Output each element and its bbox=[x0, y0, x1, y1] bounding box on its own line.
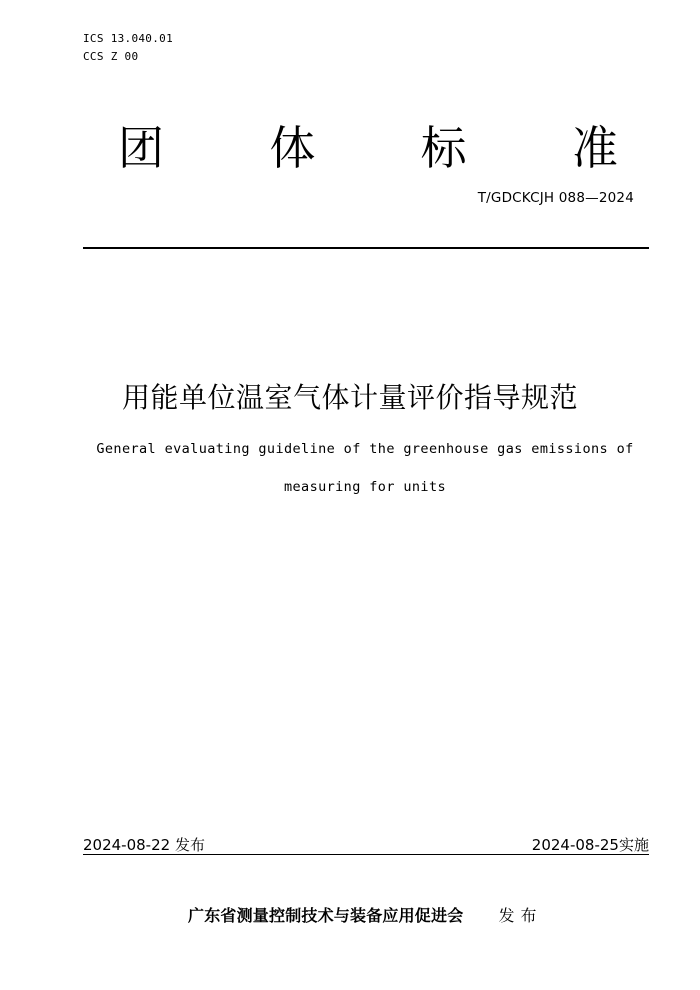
ics-code: ICS 13.040.01 bbox=[83, 32, 173, 45]
bottom-divider bbox=[83, 854, 649, 855]
top-divider bbox=[83, 247, 649, 249]
implement-date-block bbox=[532, 834, 649, 855]
issuer-name: 广东省测量控制技术与装备应用促进会 bbox=[188, 906, 464, 925]
publish-date: 2024-08-22 bbox=[83, 836, 171, 854]
english-title-line-1: General evaluating guideline of the greenhouse gas emissions of bbox=[96, 441, 634, 457]
title-char-2: 体 bbox=[269, 121, 316, 175]
publish-date-block bbox=[83, 834, 205, 855]
english-title-line-2: measuring for units bbox=[283, 479, 447, 495]
standard-number: T/GDCKCJH 088—2024 bbox=[477, 190, 634, 206]
implement-label: 实施 bbox=[618, 836, 649, 854]
issuer-block bbox=[188, 903, 543, 926]
title-char-3: 标 bbox=[420, 121, 467, 175]
ccs-code: CCS Z 00 bbox=[83, 50, 139, 63]
classification-codes bbox=[83, 30, 173, 66]
title-char-4: 准 bbox=[571, 121, 618, 175]
publish-label: 发布 bbox=[174, 836, 205, 854]
implement-date: 2024-08-25 bbox=[531, 836, 619, 854]
issuer-action: 发布 bbox=[498, 906, 543, 925]
chinese-title: 用能单位温室气体计量评价指导规范 bbox=[121, 381, 578, 414]
document-type-title bbox=[118, 118, 618, 178]
title-char-1: 团 bbox=[118, 121, 164, 175]
